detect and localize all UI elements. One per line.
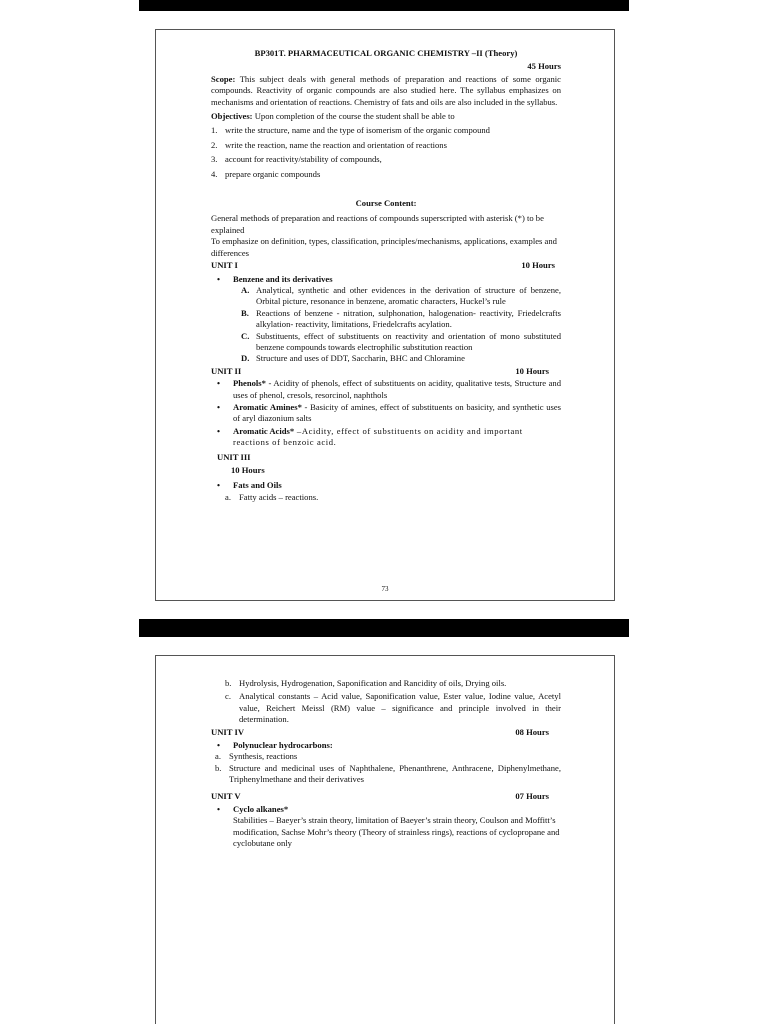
bullet-icon: • bbox=[217, 401, 221, 412]
item-letter: c. bbox=[225, 691, 231, 702]
bullet-icon: • bbox=[217, 740, 221, 751]
list-number: 4. bbox=[211, 168, 218, 179]
item-text: Analytical, synthetic and other evidences in the derivation of structure of benzene, Orbital picture, resonance in benzene, aromatic characters, Huckel’s rule bbox=[256, 284, 561, 307]
unit-5-bullet bbox=[211, 804, 561, 815]
item-heading: Aromatic Amines* bbox=[233, 401, 302, 412]
item-letter: b. bbox=[225, 678, 232, 688]
page-number: 73 bbox=[381, 585, 389, 593]
item-text: Hydrolysis, Hydrogenation, Saponification and Rancidity of oils, Drying oils. bbox=[239, 678, 507, 688]
item-text: - Basicity of amines, effect of substituents on basicity, and synthetic uses of aryl diazonium salts bbox=[233, 401, 561, 424]
unit-3-bullet bbox=[211, 480, 561, 491]
list-number: 1. bbox=[211, 125, 218, 136]
bullet-icon: • bbox=[217, 425, 221, 436]
unit-2-header bbox=[211, 366, 561, 377]
unit-5-text: Stabilities – Baeyer’s strain theory, limitation of Baeyer’s strain theory, Coulson and Moffitt’s modification, Sachse Mohr’s theory (Theory of strainless rings), reactions of cyclopropane and cyclobutane only bbox=[233, 815, 560, 849]
course-content-heading: Course Content: bbox=[355, 198, 417, 209]
list-item bbox=[211, 125, 561, 136]
unit-2-hours: 10 Hours bbox=[515, 365, 549, 376]
list-item bbox=[215, 751, 561, 762]
item-text: Reactions of benzene - nitration, sulphonation, halogenation- reactivity, Friedelcrafts alkylation- reactivity, limitations, Friedelcrafts acylation. bbox=[256, 307, 561, 330]
item-letter: a. bbox=[225, 491, 231, 502]
scope-text: This subject deals with general methods of preparation and reactions of some organic compounds. Reactivity of organic compounds are also studied here. The syllabus emphasizes on mechanisms and orientation of reactions. Chemistry of fats and oils are also included in the syllabus. bbox=[211, 73, 561, 107]
item-text: Analytical constants – Acid value, Saponification value, Ester value, Iodine value, Acetyl value, Reichert Meissl (RM) value – significance and principle involved in their determination. bbox=[239, 691, 561, 725]
item-letter: D. bbox=[241, 353, 250, 364]
bullet-text: Polynuclear hydrocarbons: bbox=[233, 740, 333, 751]
bullet-icon: • bbox=[217, 804, 221, 815]
bullet-text: Cyclo alkanes* bbox=[233, 804, 289, 815]
unit-1-bullet bbox=[211, 274, 561, 285]
unit-4-name: UNIT IV bbox=[211, 726, 245, 737]
unit-3-hours: 10 Hours bbox=[231, 465, 265, 475]
general-methods-line: General methods of preparation and reactions of compounds superscripted with asterisk (*) to be explained bbox=[211, 213, 544, 235]
unit-5-header bbox=[211, 791, 561, 802]
bullet-text: Fats and Oils bbox=[233, 480, 282, 491]
page-2-content bbox=[211, 678, 561, 850]
unit-4-header bbox=[211, 727, 561, 738]
item-heading: Phenols* bbox=[233, 378, 266, 389]
total-hours: 45 Hours bbox=[527, 61, 561, 72]
unit-4-bullet bbox=[211, 740, 561, 751]
bullet-icon: • bbox=[217, 378, 221, 389]
item-text: Structure and uses of DDT, Saccharin, BHC and Chloramine bbox=[256, 353, 465, 364]
objectives-list bbox=[211, 125, 561, 180]
emphasize-line: To emphasize on definition, types, classification, principles/mechanisms, applications, examples and differences bbox=[211, 236, 557, 258]
item-letter: a. bbox=[215, 751, 221, 762]
document-page-2 bbox=[155, 655, 615, 1024]
item-text: Fatty acids – reactions. bbox=[239, 491, 319, 502]
list-item bbox=[241, 285, 561, 308]
list-item bbox=[211, 426, 561, 449]
list-item bbox=[211, 154, 561, 165]
unit-1-hours: 10 Hours bbox=[521, 260, 555, 271]
objectives-label: Objectives: bbox=[211, 111, 253, 122]
list-item bbox=[225, 691, 561, 725]
list-item bbox=[241, 308, 561, 331]
scope-label: Scope: bbox=[211, 73, 236, 84]
unit-1-name: UNIT I bbox=[211, 260, 238, 271]
list-item bbox=[241, 331, 561, 354]
item-letter: A. bbox=[241, 284, 250, 295]
unit-1-header bbox=[211, 260, 561, 271]
list-text: write the structure, name and the type of isomerism of the organic compound bbox=[225, 125, 490, 136]
scope-paragraph bbox=[211, 74, 561, 108]
unit-4-hours: 08 Hours bbox=[515, 726, 549, 737]
list-number: 2. bbox=[211, 139, 218, 150]
list-item bbox=[211, 378, 561, 401]
item-text: Substituents, effect of substituents on reactivity and orientation of mono substituted benzene compounds towards electrophilic substitution reaction bbox=[256, 330, 561, 352]
unit-5-hours: 07 Hours bbox=[515, 790, 549, 801]
objectives-paragraph bbox=[211, 111, 561, 122]
list-text: prepare organic compounds bbox=[225, 168, 321, 179]
list-number: 3. bbox=[211, 154, 218, 165]
course-title: BP301T. PHARMACEUTICAL ORGANIC CHEMISTRY –II (Theory) bbox=[254, 48, 518, 58]
unit-5-name: UNIT V bbox=[211, 790, 241, 801]
document-page-1 bbox=[155, 29, 615, 601]
objectives-text: Upon completion of the course the student shall be able to bbox=[254, 111, 455, 122]
item-letter: C. bbox=[241, 330, 250, 341]
top-black-bar bbox=[139, 0, 629, 11]
bullet-text: Benzene and its derivatives bbox=[233, 273, 333, 284]
list-item bbox=[211, 169, 561, 180]
unit-3-name: UNIT III bbox=[217, 451, 251, 462]
list-item bbox=[215, 763, 561, 786]
list-item bbox=[211, 140, 561, 151]
middle-black-bar bbox=[139, 619, 629, 637]
item-letter: b. bbox=[215, 762, 222, 773]
unit-2-name: UNIT II bbox=[211, 365, 242, 376]
item-text: Structure and medicinal uses of Naphthalene, Phenanthrene, Anthracene, Diphenylmethane, Triphenylmethane and their derivatives bbox=[229, 762, 561, 785]
bullet-icon: • bbox=[217, 273, 221, 284]
list-item bbox=[211, 402, 561, 425]
list-item bbox=[225, 492, 561, 503]
item-heading: Aromatic Acids* bbox=[233, 425, 295, 436]
item-text: Synthesis, reactions bbox=[229, 751, 298, 762]
item-text: - Acidity of phenols, effect of substituents on acidity, qualitative tests, Structure and uses of phenol, cresols, resorcinol, naphthols bbox=[233, 378, 561, 400]
list-item bbox=[241, 353, 561, 364]
list-text: write the reaction, name the reaction and orientation of reactions bbox=[225, 139, 447, 150]
item-text: –Acidity, effect of substituents on acidity and important reactions of benzoic acid. bbox=[233, 425, 523, 448]
item-letter: B. bbox=[241, 307, 249, 318]
page-1-content bbox=[211, 48, 561, 503]
list-item bbox=[225, 678, 561, 689]
list-text: account for reactivity/stability of compounds, bbox=[225, 154, 382, 165]
bullet-icon: • bbox=[217, 480, 221, 491]
